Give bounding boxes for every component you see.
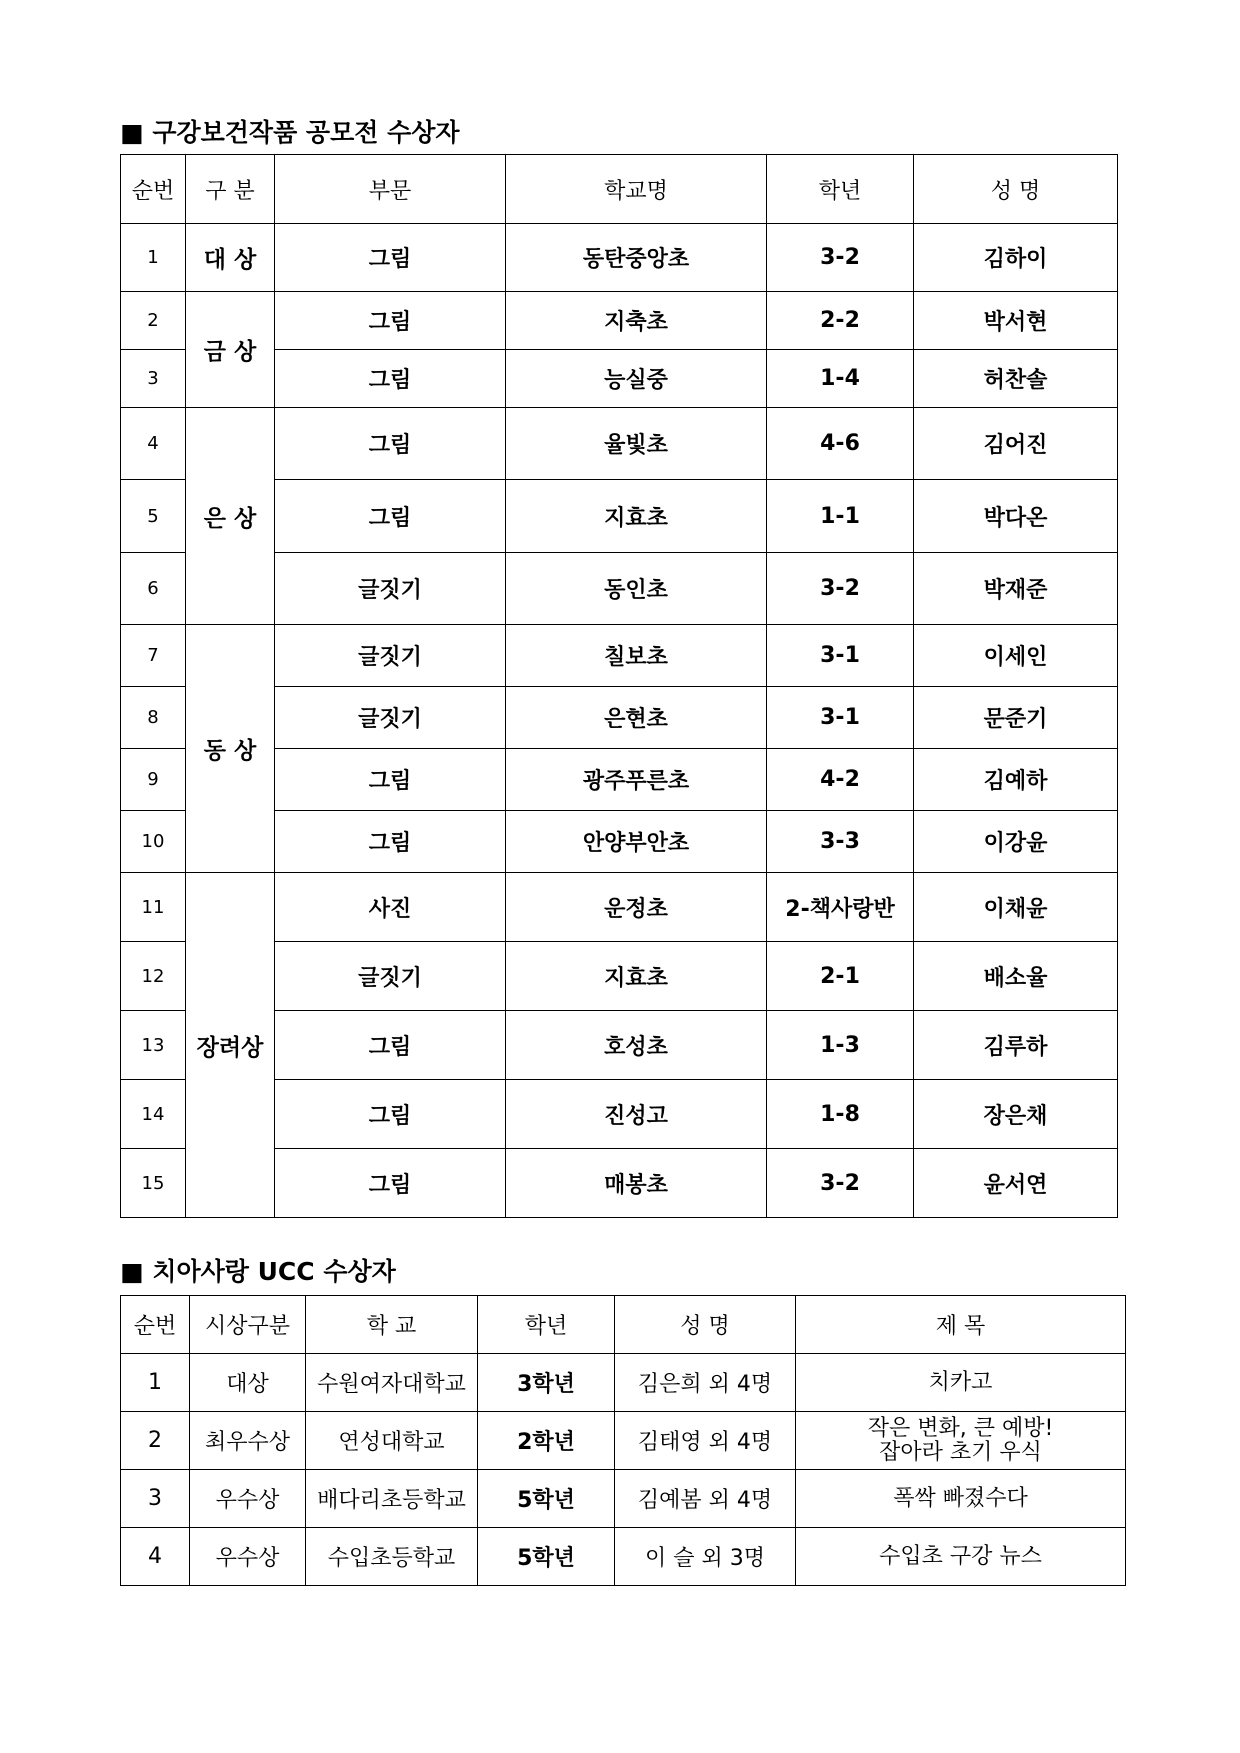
row-no: 2 — [121, 1412, 190, 1470]
award-encouragement: 장려상 — [186, 873, 275, 1218]
row-grade: 4-6 — [767, 408, 914, 480]
row-school: 은현초 — [506, 687, 767, 749]
row-name: 김어진 — [914, 408, 1118, 480]
row-school: 운정초 — [506, 873, 767, 942]
row-grade: 2학년 — [478, 1412, 615, 1470]
table-row — [121, 408, 1118, 480]
row-no: 14 — [121, 1080, 186, 1149]
award-grand: 대 상 — [186, 224, 275, 292]
dental-artwork-award-table — [120, 154, 1118, 1218]
row-award: 우수상 — [190, 1470, 306, 1528]
row-no: 13 — [121, 1011, 186, 1080]
award-gold: 금 상 — [186, 292, 275, 408]
row-name: 허찬솔 — [914, 350, 1118, 408]
row-grade: 2-책사랑반 — [767, 873, 914, 942]
row-grade: 2-1 — [767, 942, 914, 1011]
row-category: 그림 — [275, 408, 506, 480]
header-no: 순번 — [121, 1296, 190, 1354]
title-line: 폭싹 빠졌수다 — [893, 1485, 1028, 1511]
row-no: 3 — [121, 1470, 190, 1528]
row-school: 능실중 — [506, 350, 767, 408]
row-school: 지효초 — [506, 942, 767, 1011]
section1-heading: ■ 구강보건작품 공모전 수상자 — [120, 118, 460, 147]
row-category: 그림 — [275, 480, 506, 553]
table-row — [121, 224, 1118, 292]
row-award: 대상 — [190, 1354, 306, 1412]
table-row — [121, 873, 1118, 942]
row-grade: 3-1 — [767, 687, 914, 749]
row-school: 광주푸른초 — [506, 749, 767, 811]
row-grade: 2-2 — [767, 292, 914, 350]
header-grade: 학년 — [478, 1296, 615, 1354]
row-category: 글짓기 — [275, 625, 506, 687]
row-title — [796, 1412, 1126, 1470]
row-no: 1 — [121, 1354, 190, 1412]
row-school: 수입초등학교 — [306, 1528, 478, 1586]
ucc-award-table — [120, 1295, 1126, 1586]
table-row — [121, 1470, 1126, 1528]
row-school: 연성대학교 — [306, 1412, 478, 1470]
table-header-row — [121, 1296, 1126, 1354]
row-name: 김예봄 외 4명 — [615, 1470, 796, 1528]
award-bronze: 동 상 — [186, 625, 275, 873]
row-no: 1 — [121, 224, 186, 292]
header-name: 성 명 — [914, 155, 1118, 224]
row-name: 문준기 — [914, 687, 1118, 749]
title-line: 잡아라 초기 우식 — [879, 1439, 1042, 1465]
row-grade: 3-2 — [767, 224, 914, 292]
row-no: 12 — [121, 942, 186, 1011]
row-category: 그림 — [275, 350, 506, 408]
row-name: 이세인 — [914, 625, 1118, 687]
row-no: 2 — [121, 292, 186, 350]
row-school: 동탄중앙초 — [506, 224, 767, 292]
header-award: 구 분 — [186, 155, 275, 224]
row-title — [796, 1354, 1126, 1412]
row-name: 김하이 — [914, 224, 1118, 292]
row-name: 박서현 — [914, 292, 1118, 350]
row-grade: 5학년 — [478, 1528, 615, 1586]
row-category: 그림 — [275, 1080, 506, 1149]
row-school: 동인초 — [506, 553, 767, 625]
row-grade: 3-3 — [767, 811, 914, 873]
row-name: 김태영 외 4명 — [615, 1412, 796, 1470]
row-no: 3 — [121, 350, 186, 408]
header-title: 제 목 — [796, 1296, 1126, 1354]
row-no: 7 — [121, 625, 186, 687]
table-row — [121, 625, 1118, 687]
row-school: 칠보초 — [506, 625, 767, 687]
row-grade: 3-1 — [767, 625, 914, 687]
row-name: 장은채 — [914, 1080, 1118, 1149]
row-name: 김예하 — [914, 749, 1118, 811]
row-category: 글짓기 — [275, 942, 506, 1011]
row-name: 배소율 — [914, 942, 1118, 1011]
row-award: 우수상 — [190, 1528, 306, 1586]
section2-heading: ■ 치아사랑 UCC 수상자 — [120, 1257, 396, 1286]
row-category: 그림 — [275, 292, 506, 350]
row-grade: 5학년 — [478, 1470, 615, 1528]
row-no: 6 — [121, 553, 186, 625]
header-category: 부문 — [275, 155, 506, 224]
row-grade: 1-3 — [767, 1011, 914, 1080]
row-name: 박재준 — [914, 553, 1118, 625]
row-category: 글짓기 — [275, 553, 506, 625]
row-no: 10 — [121, 811, 186, 873]
row-award: 최우수상 — [190, 1412, 306, 1470]
row-no: 5 — [121, 480, 186, 553]
row-name: 이강윤 — [914, 811, 1118, 873]
row-grade: 1-4 — [767, 350, 914, 408]
row-category: 그림 — [275, 749, 506, 811]
header-no: 순번 — [121, 155, 186, 224]
row-no: 9 — [121, 749, 186, 811]
title-line: 수입초 구강 뉴스 — [879, 1543, 1042, 1569]
row-name: 박다온 — [914, 480, 1118, 553]
title-line: 치카고 — [928, 1369, 993, 1395]
header-name: 성 명 — [615, 1296, 796, 1354]
row-category: 그림 — [275, 1011, 506, 1080]
award-silver: 은 상 — [186, 408, 275, 625]
row-name: 윤서연 — [914, 1149, 1118, 1218]
row-school: 율빛초 — [506, 408, 767, 480]
header-school: 학교명 — [506, 155, 767, 224]
row-title — [796, 1528, 1126, 1586]
row-no: 11 — [121, 873, 186, 942]
row-title — [796, 1470, 1126, 1528]
row-name: 이 슬 외 3명 — [615, 1528, 796, 1586]
table-row — [121, 1412, 1126, 1470]
row-category: 그림 — [275, 224, 506, 292]
row-school: 지축초 — [506, 292, 767, 350]
row-grade: 3-2 — [767, 553, 914, 625]
row-category: 그림 — [275, 811, 506, 873]
row-school: 진성고 — [506, 1080, 767, 1149]
header-school: 학 교 — [306, 1296, 478, 1354]
row-school: 지효초 — [506, 480, 767, 553]
row-no: 8 — [121, 687, 186, 749]
header-grade: 학년 — [767, 155, 914, 224]
title-line: 작은 변화, 큰 예방! — [867, 1415, 1054, 1441]
row-school: 매봉초 — [506, 1149, 767, 1218]
row-category: 그림 — [275, 1149, 506, 1218]
row-school: 배다리초등학교 — [306, 1470, 478, 1528]
row-name: 이채윤 — [914, 873, 1118, 942]
table-row — [121, 1354, 1126, 1412]
row-school: 호성초 — [506, 1011, 767, 1080]
row-name: 김은희 외 4명 — [615, 1354, 796, 1412]
row-no: 4 — [121, 408, 186, 480]
row-no: 4 — [121, 1528, 190, 1586]
table-header-row — [121, 155, 1118, 224]
row-grade: 1-1 — [767, 480, 914, 553]
row-no: 15 — [121, 1149, 186, 1218]
row-school: 수원여자대학교 — [306, 1354, 478, 1412]
table-row — [121, 292, 1118, 350]
row-grade: 3-2 — [767, 1149, 914, 1218]
row-category: 사진 — [275, 873, 506, 942]
row-category: 글짓기 — [275, 687, 506, 749]
header-award: 시상구분 — [190, 1296, 306, 1354]
row-grade: 3학년 — [478, 1354, 615, 1412]
row-school: 안양부안초 — [506, 811, 767, 873]
table-row — [121, 1528, 1126, 1586]
row-grade: 1-8 — [767, 1080, 914, 1149]
row-grade: 4-2 — [767, 749, 914, 811]
row-name: 김루하 — [914, 1011, 1118, 1080]
